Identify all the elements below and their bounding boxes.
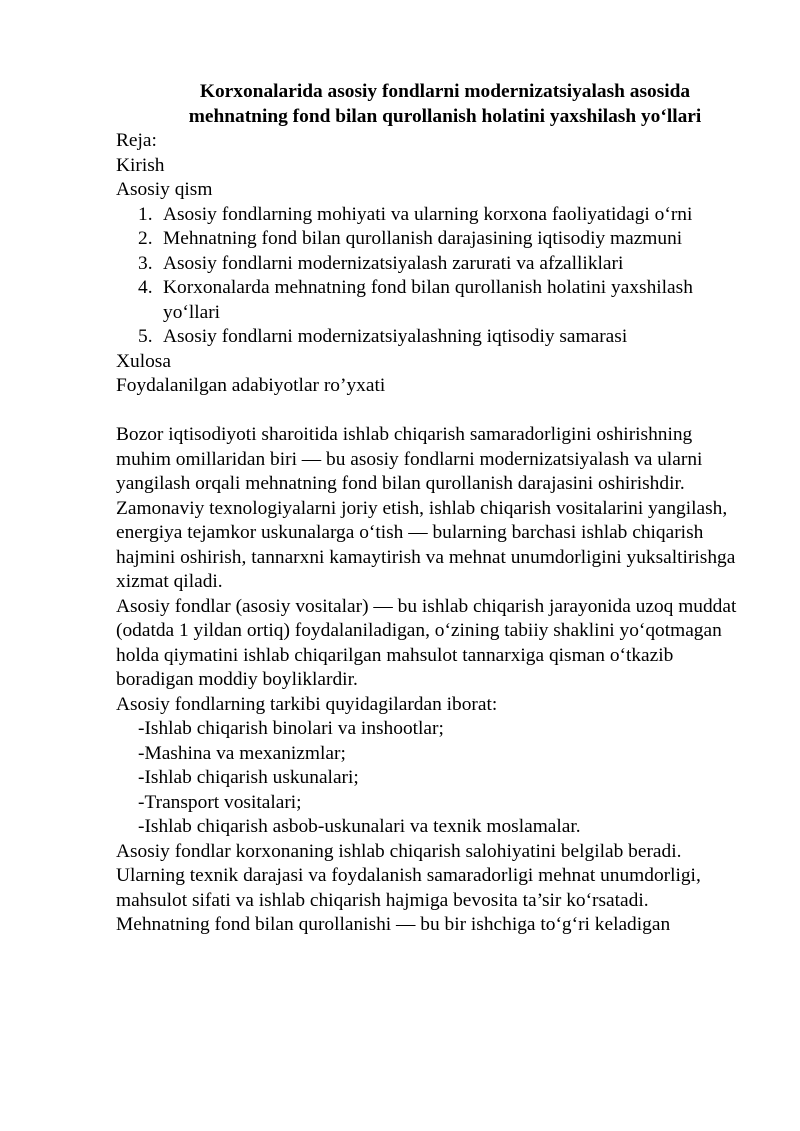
toc-item <box>116 276 746 325</box>
body-paragraph: Mehnatning fond bilan qurollanishi — bu bir ishchiga to‘g‘ri keladigan <box>116 914 671 935</box>
plan-heading: Reja: <box>116 130 157 151</box>
body-paragraph: Asosiy fondlar korxonaning ishlab chiqarish salohiyatini belgilab beradi. Ularning texnik darajasi va foydalanish samaradorligi mehnat unumdorligi, mahsulot sifati va ishlab chiqarish hajmiga bevosita ta’sir ko‘rsatadi. <box>116 840 701 911</box>
toc-item <box>116 203 746 228</box>
toc-text: Asosiy fondlarni modernizatsiyalash zarurati va afzalliklari <box>163 252 624 274</box>
toc-number: 3. <box>138 252 153 274</box>
conclusion-label: Xulosa <box>116 350 171 372</box>
toc-number: 2. <box>138 228 153 249</box>
composition-item: -Mashina va mexanizmlar; <box>138 742 346 764</box>
document-page <box>116 79 746 938</box>
composition-item: -Ishlab chiqarish uskunalari; <box>138 767 359 788</box>
document-title <box>116 79 746 129</box>
toc-text: Asosiy fondlarning mohiyati va ularning korxona faoliyatidagi o‘rni <box>163 203 693 225</box>
body-paragraph: Zamonaviy texnologiyalarni joriy etish, ishlab chiqarish vositalarini yangilash, energiya tejamkor uskunalarga o‘tish — bularning barchasi ishlab chiqarish hajmini oshirish, tannarxni kamaytirish va mehnat unumdorligini yuksaltirishga xizmat qiladi. <box>116 497 736 592</box>
toc-item <box>116 325 746 350</box>
blank-line <box>116 399 746 424</box>
composition-item: -Ishlab chiqarish binolari va inshootlar; <box>138 718 444 739</box>
toc-item <box>116 227 746 252</box>
title-line-1: Korxonalarida asosiy fondlarni modernizatsiyalash asosida <box>199 81 691 102</box>
toc-number: 4. <box>138 277 153 298</box>
toc-number: 1. <box>138 203 153 225</box>
intro-label: Kirish <box>116 154 165 176</box>
composition-list <box>116 717 746 840</box>
table-of-contents <box>116 203 746 350</box>
body-paragraph: Asosiy fondlarning tarkibi quyidagilardan iborat: <box>116 693 498 715</box>
body-paragraph: Asosiy fondlar (asosiy vositalar) — bu ishlab chiqarish jarayonida uzoq muddat (odatda 1 yildan ortiq) foydalaniladigan, o‘zining tabiiy shaklini yo‘qotmagan holda qiymatini ishlab chiqarilgan mahsulot tannarxiga qisman o‘tkazib boradigan moddiy boyliklardir. <box>116 595 737 690</box>
toc-text: Mehnatning fond bilan qurollanish darajasining iqtisodiy mazmuni <box>163 228 683 249</box>
composition-item: -Ishlab chiqarish asbob-uskunalari va texnik moslamalar. <box>138 816 581 837</box>
body-paragraph: Bozor iqtisodiyoti sharoitida ishlab chiqarish samaradorligini oshirishning muhim omillaridan biri — bu asosiy fondlarni modernizatsiyalash va ularni yangilash orqali mehnatning fond bilan qurollanish darajasini oshirishdir. <box>116 424 703 494</box>
main-part-label: Asosiy qism <box>116 179 213 200</box>
references-label: Foydalanilgan adabiyotlar ro’yxati <box>116 375 386 396</box>
toc-number: 5. <box>138 326 153 347</box>
composition-item: -Transport vositalari; <box>138 791 302 813</box>
toc-text: Asosiy fondlarni modernizatsiyalashning iqtisodiy samarasi <box>163 326 628 347</box>
toc-text: Korxonalarda mehnatning fond bilan qurollanish holatini yaxshilash yo‘llari <box>163 277 693 323</box>
title-line-2: mehnatning fond bilan qurollanish holatini yaxshilash yo‘llari <box>188 106 702 127</box>
toc-item <box>116 252 746 277</box>
